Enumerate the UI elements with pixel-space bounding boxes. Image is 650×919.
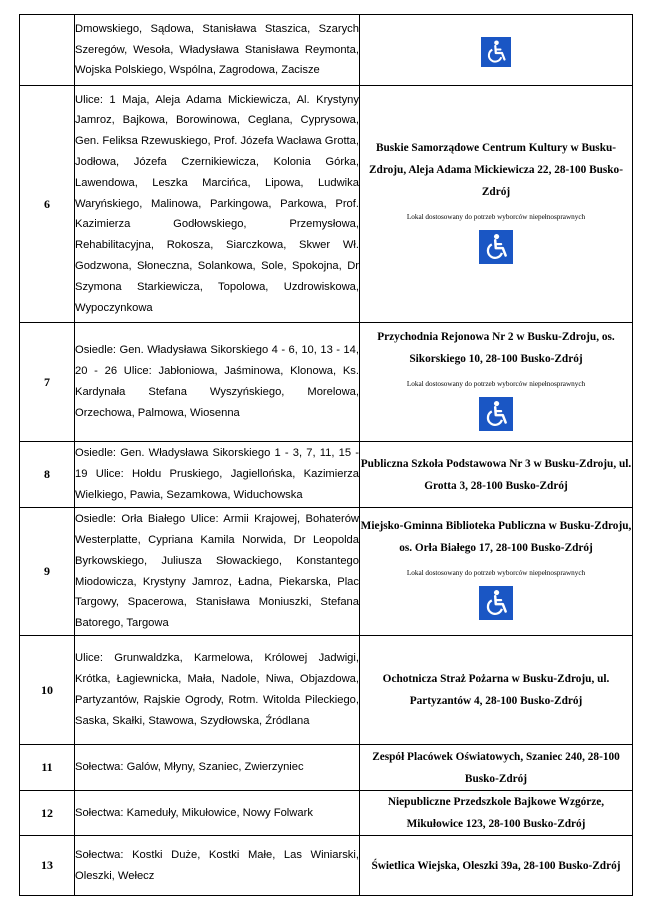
polling-station-address: Zespół Placówek Oświatowych, Szaniec 240, 28-100 Busko-Zdrój — [372, 750, 620, 785]
table-row — [20, 791, 633, 836]
district-area: Osiedle: Orła Białego Ulice: Armii Krajowej, Bohaterów Westerplatte, Cypriana Kamila Norwida, Dr Leopolda Byrkowskiego, Juliusza Słowackiego, Konstantego Miodowicza, Krystyny Jamroz, Ładna, Piekarska, Plac Targowy, Spacerowa, Stanisława Moniuszki, Stefana Batorego, Targowa — [75, 508, 360, 636]
wheelchair-icon — [479, 586, 513, 620]
wheelchair-icon — [479, 230, 513, 264]
wheelchair-icon — [481, 37, 511, 67]
accessibility-note: Lokal dostosowany do potrzeb wyborców niepełnosprawnych — [406, 569, 586, 577]
polling-station — [360, 15, 633, 86]
table-row — [20, 508, 633, 636]
accessibility-note: Lokal dostosowany do potrzeb wyborców niepełnosprawnych — [406, 212, 586, 221]
table-row — [20, 836, 633, 896]
district-number: 9 — [20, 508, 75, 636]
table-row — [20, 15, 633, 86]
polling-station-address: Przychodnia Rejonowa Nr 2 w Busku-Zdroju, os. Sikorskiego 10, 28-100 Busko-Zdrój — [377, 330, 615, 365]
district-number: 10 — [20, 636, 75, 745]
table-row — [20, 442, 633, 508]
district-number: 8 — [20, 442, 75, 508]
polling-station-address: Publiczna Szkoła Podstawowa Nr 3 w Busku-Zdroju, ul. Grotta 3, 28-100 Busko-Zdrój — [360, 457, 632, 492]
district-area: Sołectwa: Kameduły, Mikułowice, Nowy Folwark — [75, 791, 360, 836]
polling-station-address: Niepubliczne Przedszkole Bajkowe Wzgórze, Mikułowice 123, 28-100 Busko-Zdrój — [387, 796, 605, 830]
polling-station — [360, 323, 633, 442]
district-number: 13 — [20, 836, 75, 896]
district-area: Dmowskiego, Sądowa, Stanisława Staszica, Szarych Szeregów, Wesoła, Władysława Stanisława Reymonta, Wojska Polskiego, Wspólna, Zagrodowa, Zacisze — [75, 15, 360, 86]
polling-districts-table — [19, 14, 633, 896]
polling-station — [360, 442, 633, 508]
polling-station-address: Buskie Samorządowe Centrum Kultury w Busku-Zdroju, Aleja Adama Mickiewicza 22, 28-100 Busko-Zdrój — [369, 141, 623, 198]
polling-station-address: Świetlica Wiejska, Oleszki 39a, 28-100 Busko-Zdrój — [371, 859, 621, 872]
polling-station-address: Ochotnicza Straż Pożarna w Busku-Zdroju, ul. Partyzantów 4, 28-100 Busko-Zdrój — [382, 673, 610, 707]
accessibility-note: Lokal dostosowany do potrzeb wyborców niepełnosprawnych — [406, 379, 586, 388]
district-area: Sołectwa: Galów, Młyny, Szaniec, Zwierzyniec — [75, 745, 360, 791]
polling-station-address: Miejsko-Gminna Biblioteka Publiczna w Busku-Zdroju, os. Orła Białego 17, 28-100 Busko-Zdrój — [360, 520, 632, 554]
district-number: 12 — [20, 791, 75, 836]
district-number: 6 — [20, 86, 75, 323]
district-area: Sołectwa: Kostki Duże, Kostki Małe, Las Winiarski, Oleszki, Wełecz — [75, 836, 360, 896]
wheelchair-icon — [479, 397, 513, 431]
table-row — [20, 323, 633, 442]
district-area: Osiedle: Gen. Władysława Sikorskiego 1 - 3, 7, 11, 15 - 19 Ulice: Hołdu Pruskiego, Jagiellońska, Kazimierza Wielkiego, Pawia, Sezamkowa, Widuchowska — [75, 442, 360, 508]
table-row — [20, 636, 633, 745]
polling-station — [360, 791, 633, 836]
polling-station — [360, 86, 633, 323]
polling-station — [360, 745, 633, 791]
polling-station — [360, 508, 633, 636]
district-area: Ulice: 1 Maja, Aleja Adama Mickiewicza, Al. Krystyny Jamroz, Bajkowa, Borowinowa, Ceglana, Cyprysowa, Gen. Feliksa Rzewuskiego, Prof. Józefa Wacława Grotta, Jodłowa, Józefa Czernikiewicza, Kolonia Górka, Lawendowa, Leszka Marcińca, Lipowa, Ludwika Waryńskiego, Malinowa, Parkingowa, Parkowa, Prof. Kazimierza Godłowskiego, Przemysłowa, Rehabilitacyjna, Rokosza, Siarczkowa, Skwer Wł. Godzwona, Słoneczna, Solankowa, Sole, Spokojna, Dr Szymona Starkiewicza, Topolowa, Uzdrowiskowa, Wypoczynkowa — [75, 86, 360, 323]
district-area: Ulice: Grunwaldzka, Karmelowa, Królowej Jadwigi, Krótka, Łagiewnicka, Mała, Nadole, Niwa, Objazdowa, Partyzantów, Rajskie Ogrody, Rotm. Witolda Pileckiego, Saska, Skałki, Stawowa, Szydłowska, Źródlana — [75, 636, 360, 745]
district-area: Osiedle: Gen. Władysława Sikorskiego 4 - 6, 10, 13 - 14, 20 - 26 Ulice: Jabłoniowa, Jaśminowa, Klonowa, Ks. Kardynała Stefana Wyszyńskiego, Morelowa, Orzechowa, Palmowa, Wiosenna — [75, 323, 360, 442]
polling-station — [360, 836, 633, 896]
table-row — [20, 745, 633, 791]
polling-station — [360, 636, 633, 745]
district-number: 11 — [20, 745, 75, 791]
table-row — [20, 86, 633, 323]
district-number: 7 — [20, 323, 75, 442]
district-number — [20, 15, 75, 86]
